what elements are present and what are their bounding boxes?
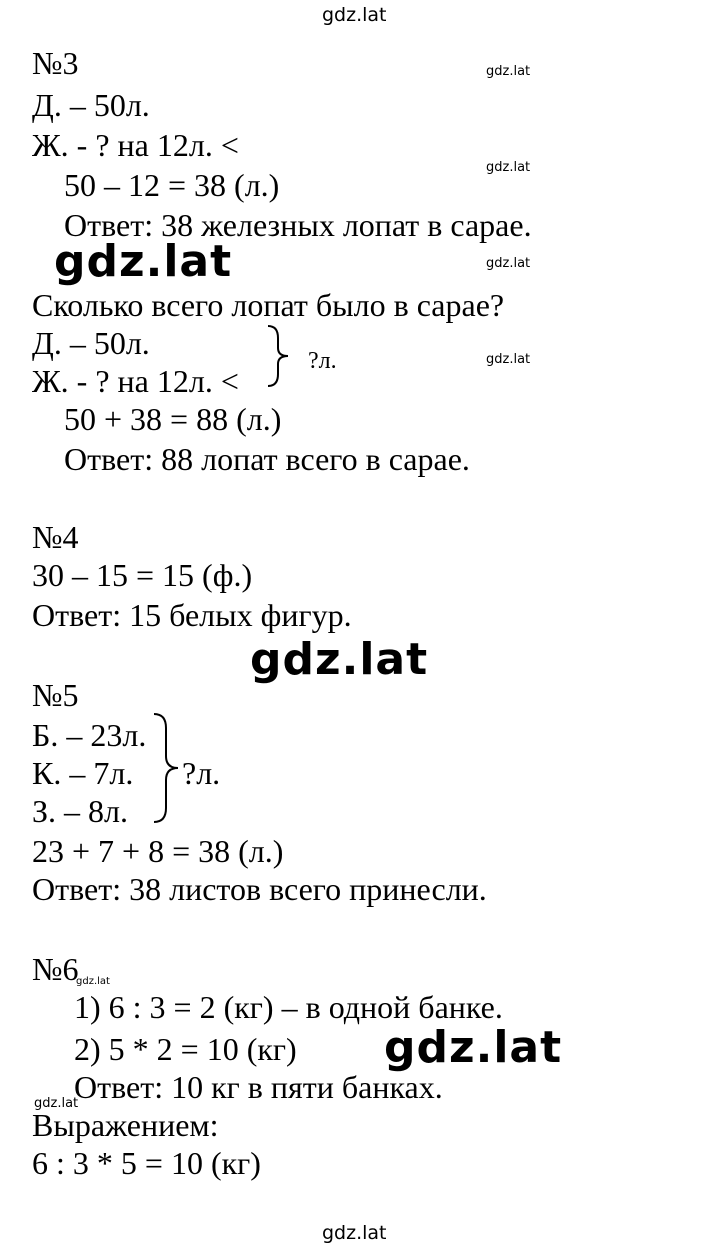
task-number: №6 (32, 951, 79, 987)
given-line: Ж. - ? на 12л. < (32, 363, 239, 399)
watermark-large: gdz.lat (384, 1022, 563, 1073)
brace-label: ?л. (182, 755, 221, 791)
watermark-large: gdz.lat (54, 236, 233, 287)
curly-brace (150, 712, 184, 824)
answer: Ответ: 38 железных лопат в сарае. (64, 207, 532, 243)
calculation: 30 – 15 = 15 (ф.) (32, 557, 253, 593)
given-line: Д. – 50л. (32, 87, 150, 123)
step: 1) 6 : 3 = 2 (кг) – в одной банке. (74, 989, 503, 1025)
given-line: Д. – 50л. (32, 325, 150, 361)
step: 2) 5 * 2 = 10 (кг) (74, 1031, 297, 1067)
answer: Ответ: 10 кг в пяти банках. (74, 1069, 443, 1105)
given-line: Ж. - ? на 12л. < (32, 127, 239, 163)
answer: Ответ: 38 листов всего принесли. (32, 871, 487, 907)
given-line: З. – 8л. (32, 793, 128, 829)
watermark-small: gdz.lat (486, 352, 531, 367)
calculation: 50 + 38 = 88 (л.) (64, 401, 282, 437)
task-number: №3 (32, 45, 79, 81)
answer: Ответ: 88 лопат всего в сарае. (64, 441, 470, 477)
watermark-large: gdz.lat (250, 634, 429, 685)
watermark-small: gdz.lat (486, 256, 531, 271)
given-line: К. – 7л. (32, 755, 134, 791)
watermark-small: gdz.lat (34, 1096, 79, 1111)
watermark-bottom: gdz.lat (322, 1222, 387, 1244)
expression-label: Выражением: (32, 1107, 219, 1143)
watermark-small: gdz.lat (486, 64, 531, 79)
given-line: Б. – 23л. (32, 717, 147, 753)
watermark-top: gdz.lat (322, 4, 387, 26)
task-number: №4 (32, 519, 79, 555)
expression: 6 : 3 * 5 = 10 (кг) (32, 1145, 261, 1181)
curly-brace (264, 324, 294, 388)
watermark-small: gdz.lat (486, 160, 531, 175)
question: Сколько всего лопат было в сарае? (32, 287, 505, 323)
answer: Ответ: 15 белых фигур. (32, 597, 352, 633)
calculation: 50 – 12 = 38 (л.) (64, 167, 280, 203)
task-number: №5 (32, 677, 79, 713)
watermark-small: gdz.lat (76, 976, 110, 987)
brace-label: ?л. (308, 348, 337, 374)
calculation: 23 + 7 + 8 = 38 (л.) (32, 833, 284, 869)
